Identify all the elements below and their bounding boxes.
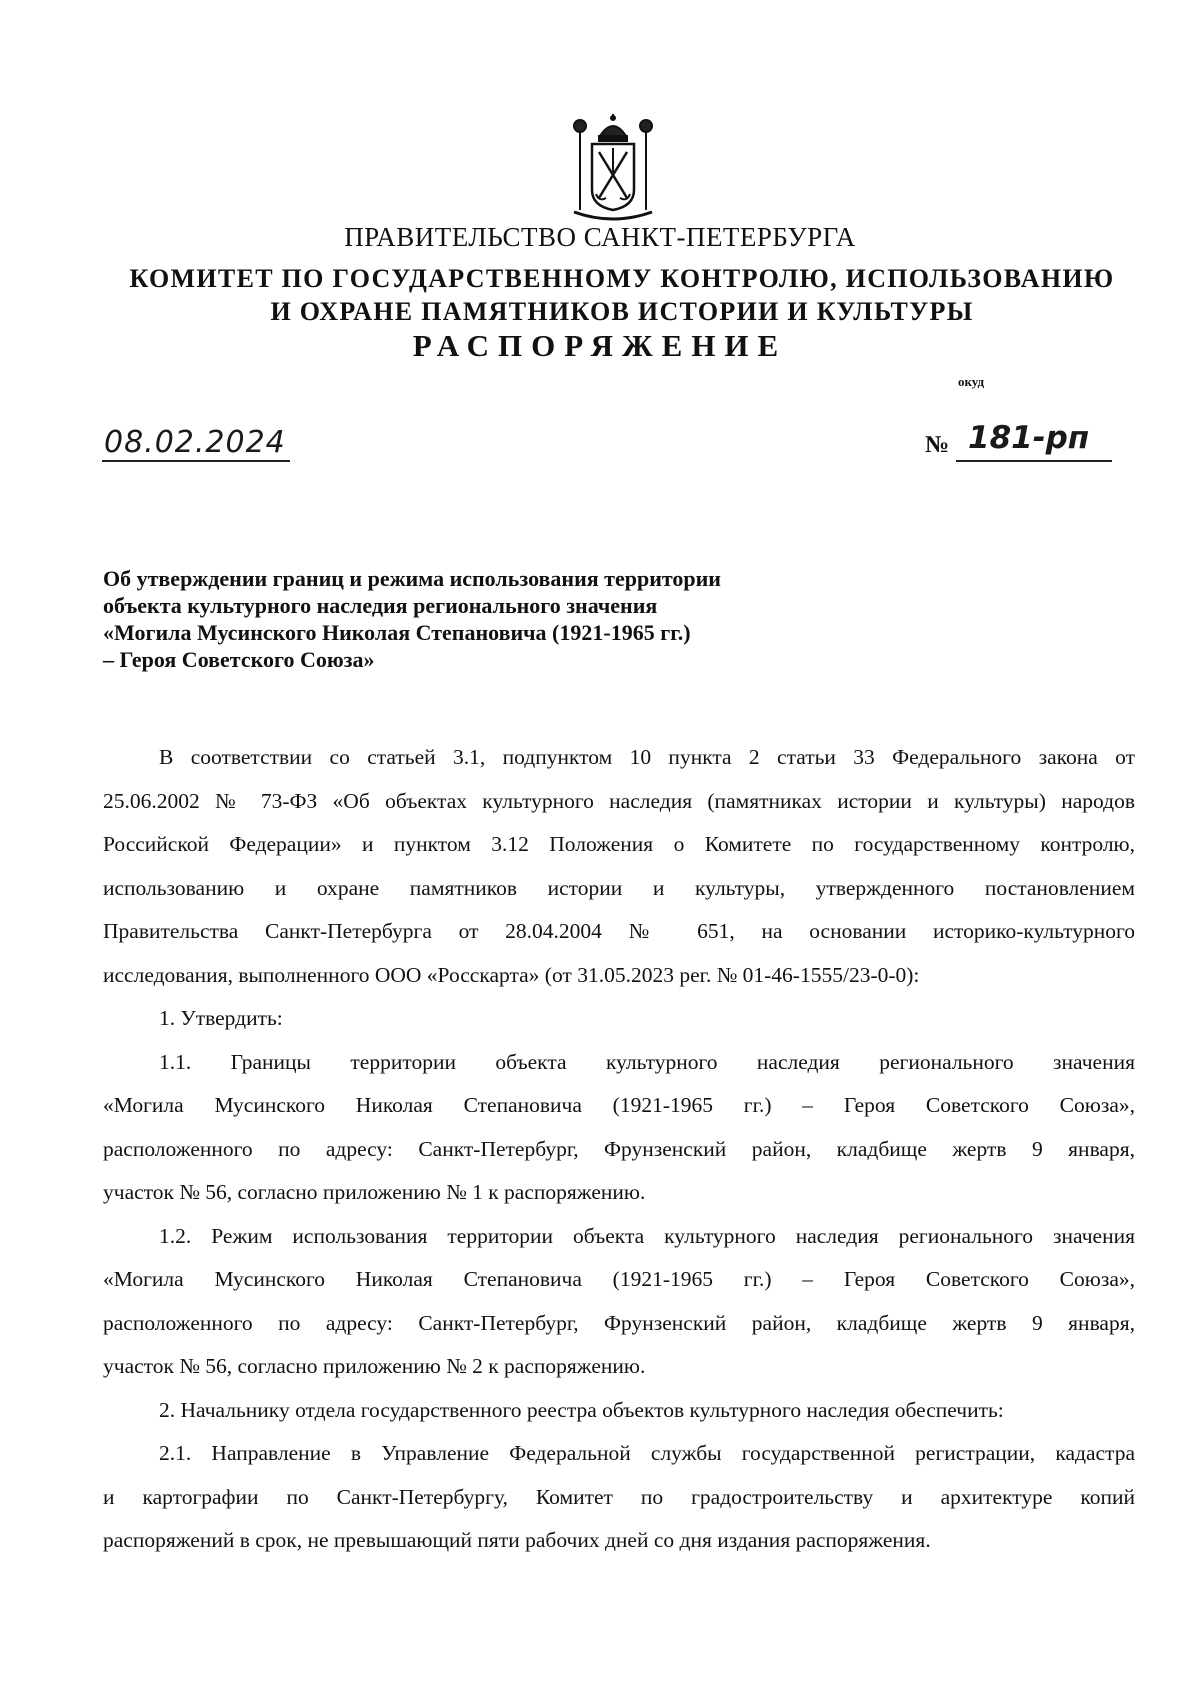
body-line: «Могила Мусинского Николая Степановича (1921-1965 гг.) – Героя Советского Союза»,	[103, 1093, 1135, 1117]
body-line: распоряжений в срок, не превышающий пяти рабочих дней со дня издания распоряжения.	[103, 1528, 931, 1552]
number-underline	[956, 460, 1112, 462]
body-line: участок № 56, согласно приложению № 2 к распоряжению.	[103, 1354, 646, 1378]
document-body	[103, 736, 1135, 1563]
body-line: Российской Федерации» и пунктом 3.12 Положения о Комитете по государственному контролю,	[103, 832, 1135, 856]
body-line: расположенного по адресу: Санкт-Петербург, Фрунзенский район, кладбище жертв 9 января,	[103, 1310, 1135, 1335]
body-line: В соответствии со статьей 3.1, подпунктом 10 пункта 2 статьи 33 Федерального закона от	[159, 745, 1135, 769]
body-line: исследования, выполненного ООО «Росскарта» (от 31.05.2023 рег. № 01-46-1555/23-0-0):	[103, 962, 920, 987]
body-line: «Могила Мусинского Николая Степановича (1921-1965 гг.) – Героя Советского Союза»,	[103, 1267, 1135, 1291]
body-line: 1.2. Режим использования территории объекта культурного наследия регионального значения	[159, 1223, 1135, 1248]
body-line: 2.1. Направление в Управление Федеральной службы государственной регистрации, кадастра	[159, 1441, 1135, 1465]
committee-name-line-1: КОМИТЕТ ПО ГОСУДАРСТВЕННОМУ КОНТРОЛЮ, ИСПОЛЬЗОВАНИЮ	[129, 264, 1115, 293]
saint-petersburg-coat-of-arms-icon	[566, 114, 660, 224]
body-line: и картографии по Санкт-Петербургу, Комитет по градостроительству и архитектуре копий	[103, 1484, 1135, 1509]
body-line: участок № 56, согласно приложению № 1 к распоряжению.	[103, 1180, 646, 1204]
body-line: 1.1. Границы территории объекта культурного наследия регионального значения	[159, 1049, 1135, 1074]
body-line: 25.06.2002 № 73-ФЗ «Об объектах культурного наследия (памятниках истории и культуры) народов	[103, 788, 1135, 813]
body-line: 2. Начальнику отдела государственного реестра объектов культурного наследия обеспечить:	[159, 1397, 1004, 1422]
subject-line: объекта культурного наследия регионального значения	[103, 593, 658, 618]
body-line: использованию и охране памятников истории и культуры, утвержденного постановлением	[103, 875, 1135, 900]
subject-line: Об утверждении границ и режима использования территории	[103, 566, 721, 591]
document-number: 181-рп	[968, 420, 1090, 456]
government-title: ПРАВИТЕЛЬСТВО САНКТ-ПЕТЕРБУРГА	[344, 222, 856, 252]
body-line: расположенного по адресу: Санкт-Петербург, Фрунзенский район, кладбище жертв 9 января,	[103, 1136, 1135, 1161]
document-type: РАСПОРЯЖЕНИЕ	[412, 328, 788, 363]
body-line: 1. Утвердить:	[159, 1006, 283, 1030]
body-line: Правительства Санкт-Петербурга от 28.04.2004 № 651, на основании историко-культурного	[103, 919, 1135, 943]
document-date: 08.02.2024	[104, 425, 286, 460]
date-underline	[102, 460, 290, 462]
okud-label: окуд	[958, 374, 985, 389]
number-sign: №	[925, 432, 950, 458]
subject-line: – Героя Советского Союза»	[103, 647, 375, 672]
document-subject	[103, 565, 863, 673]
committee-name-line-2: И ОХРАНЕ ПАМЯТНИКОВ ИСТОРИИ И КУЛЬТУРЫ	[270, 297, 974, 326]
subject-line: «Могила Мусинского Николая Степановича (1921-1965 гг.)	[103, 620, 691, 645]
